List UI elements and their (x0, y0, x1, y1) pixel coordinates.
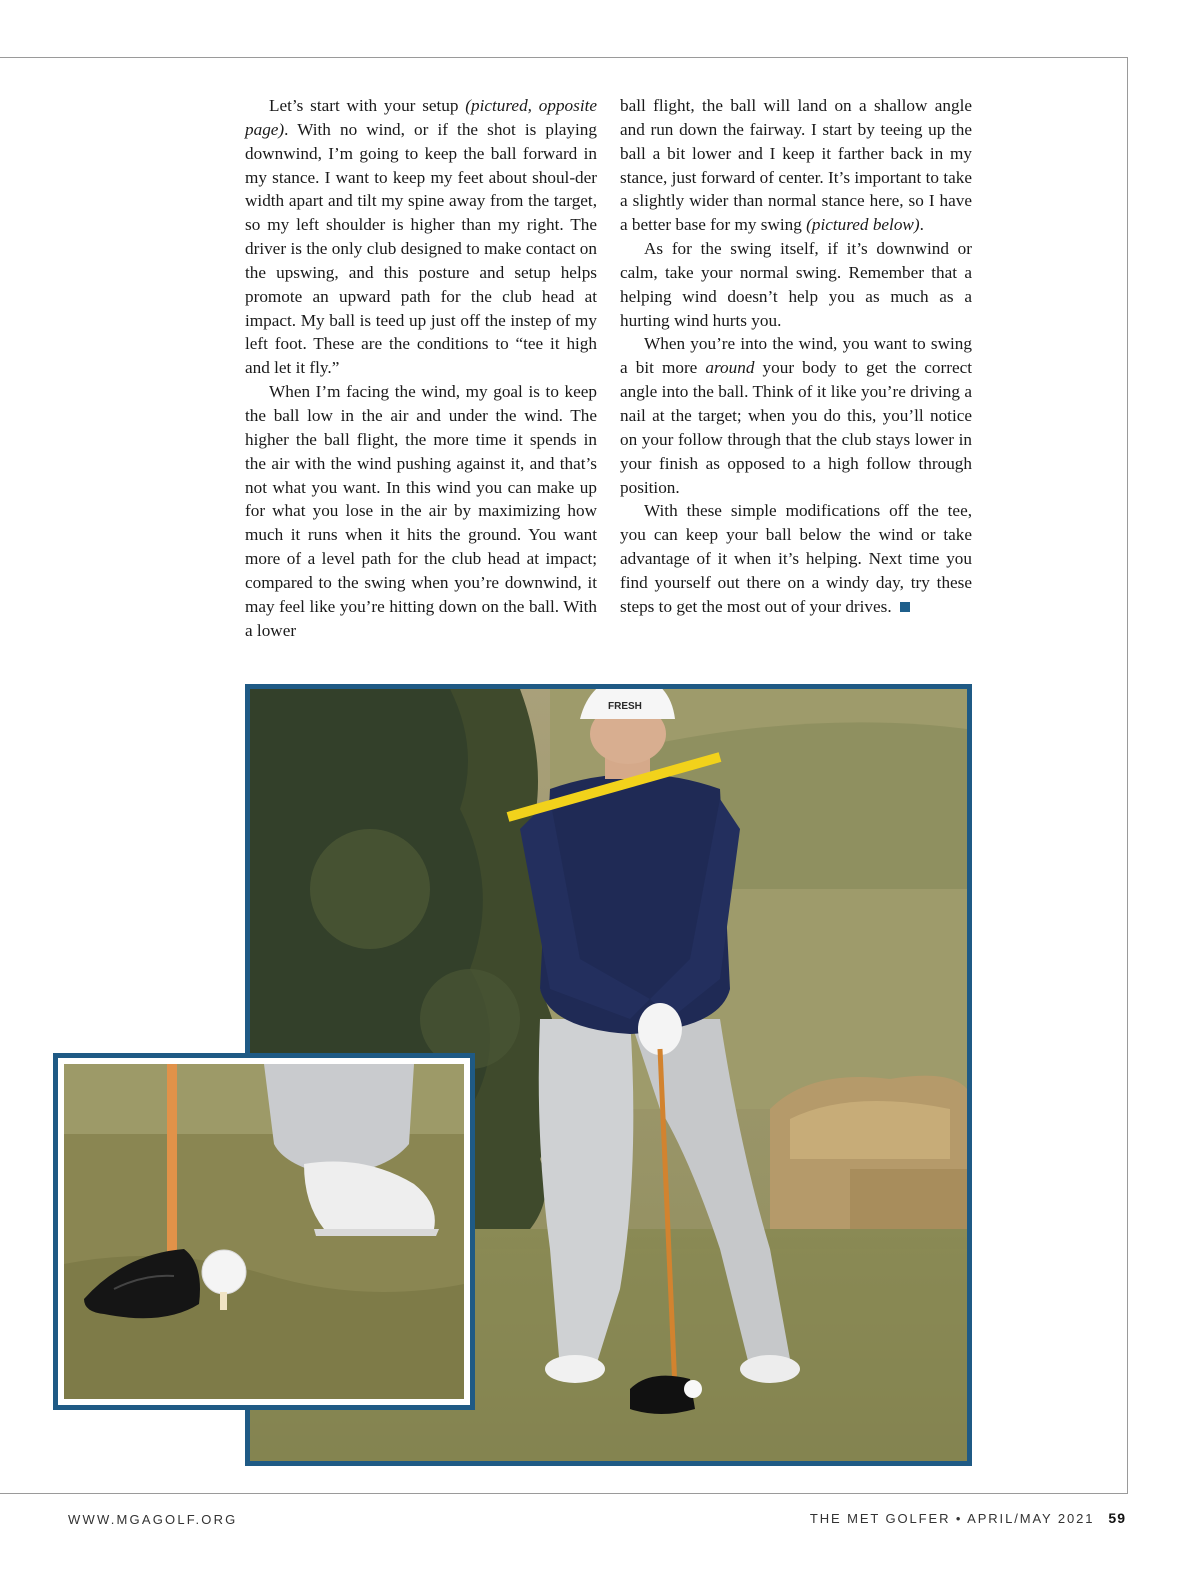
page-frame-right-rule (1127, 57, 1128, 1494)
paragraph-setup: Let’s start with your setup (pictured, opposite page). With no wind, or if the shot is playing downwind, I’m going to keep the ball forward in my stance. I want to keep my feet about shoul-der width apart and tilt my spine away from the target, so my left shoulder is higher than my right. The driver is the only club designed to make contact on the upswing, and this posture and setup helps promote an upward path for the club head at impact. My ball is teed up just off the instep of my left foot. These are the conditions to “tee it high and let it fly.” (245, 96, 597, 378)
footer-website[interactable]: WWW.MGAGOLF.ORG (68, 1512, 238, 1527)
footer-magazine-title: THE MET GOLFER • APRIL/MAY 2021 (809, 1511, 1095, 1526)
inset-photo-inner (64, 1064, 464, 1399)
paragraph-swing-itself: As for the swing itself, if it’s downwind or calm, take your normal swing. Remember that a helping wind doesn’t help you as much as a hurting wind hurts you. (620, 239, 972, 330)
paragraph-into-wind: When you’re into the wind, you want to swing a bit more around your body to get the correct angle into the ball. Think of it like you’re driving a nail at the target; when you do this, you’ll notice on your follow through that the club stays lower in your finish as opposed to a high follow through position. (620, 334, 972, 497)
footer-magazine-info (810, 1510, 1126, 1526)
article-left-column (245, 94, 597, 642)
end-mark-icon (900, 602, 910, 612)
driver-and-ball-photo (53, 1053, 475, 1410)
paragraph-lower-ball-flight: ball flight, the ball will land on a shallow angle and run down the fairway. I start by teeing up the ball a bit lower and I keep it farther back in my stance, just forward of center. It’s important to take a slightly wider than normal stance here, so I have a better base for my swing (pictured below). (620, 96, 972, 235)
paragraph-conclusion: With these simple modifications off the tee, you can keep your ball below the wind or take advantage of it when it’s helping. Next time you find yourself out there on a windy day, try these steps to get the most out of your drives. (620, 501, 972, 616)
page-frame-bottom-rule (0, 1493, 1128, 1494)
page-frame-top-rule (0, 57, 1128, 58)
paragraph-facing-wind: When I’m facing the wind, my goal is to keep the ball low in the air and under the wind. The higher the ball flight, the more time it spends in the air with the wind pushing against it, and that’s not what you want. In this wind you can make up for what you lose in the air by maximizing how much it runs when it hits the ground. You want more of a level path for the club head at impact; compared to the swing when you’re downwind, it may feel like you’re hitting down on the ball. With a lower (245, 382, 597, 640)
page-number: 59 (1108, 1510, 1126, 1526)
article-right-column (620, 94, 972, 619)
cap-text: FRESH (608, 701, 642, 712)
